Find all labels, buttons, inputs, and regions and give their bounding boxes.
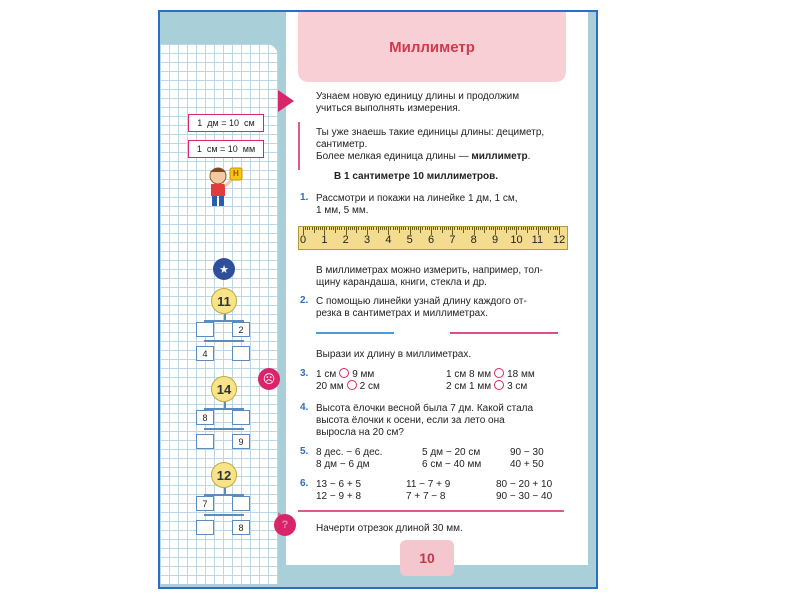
ruler-minor-tick bbox=[454, 227, 455, 230]
task-5-col3-b: 40 + 50 bbox=[510, 459, 544, 470]
ruler-minor-tick bbox=[533, 227, 534, 230]
note-line-1: В миллиметрах можно измерить, например, тол- bbox=[316, 265, 543, 276]
ruler-minor-tick bbox=[504, 227, 505, 230]
ruler-minor-tick bbox=[309, 227, 310, 230]
compare-4-right: 3 см bbox=[507, 381, 528, 392]
diagram-box[interactable] bbox=[196, 322, 214, 337]
ruler-label: 2 bbox=[342, 234, 349, 246]
ruler-minor-tick bbox=[486, 227, 487, 230]
ruler-minor-tick bbox=[518, 227, 519, 230]
note-line-2: щину карандаша, книги, стекла и др. bbox=[316, 277, 487, 288]
ruler-label: 0 bbox=[300, 234, 307, 246]
task-6-col3-a: 80 − 20 + 10 bbox=[496, 479, 553, 490]
ruler-minor-tick bbox=[365, 227, 366, 230]
ruler-minor-tick bbox=[401, 227, 402, 230]
diagram-connector bbox=[204, 428, 244, 430]
ruler-label: 7 bbox=[449, 234, 456, 246]
ruler-minor-tick bbox=[508, 227, 509, 230]
ruler-minor-tick bbox=[333, 227, 334, 230]
task-6-col2-b: 7 + 7 − 8 bbox=[406, 491, 446, 502]
ruler-minor-tick bbox=[555, 227, 556, 230]
ruler-minor-tick bbox=[444, 227, 445, 230]
ruler-minor-tick bbox=[529, 227, 530, 230]
compare-1-circle[interactable] bbox=[339, 368, 349, 378]
task-6-number: 6. bbox=[300, 478, 309, 489]
ruler-minor-tick bbox=[314, 227, 315, 233]
ruler-label: 3 bbox=[364, 234, 371, 246]
ruler-label: 10 bbox=[510, 234, 523, 246]
question-icon-label: ? bbox=[281, 519, 289, 531]
ruler-minor-tick bbox=[335, 227, 336, 233]
ruler-minor-tick bbox=[318, 227, 319, 230]
ruler-minor-tick bbox=[514, 227, 515, 230]
ruler-minor-tick bbox=[476, 227, 477, 230]
ruler-minor-tick bbox=[435, 227, 436, 230]
diagram-box[interactable] bbox=[232, 410, 250, 425]
ruler-minor-tick bbox=[523, 227, 524, 230]
ruler-minor-tick bbox=[329, 227, 330, 230]
compare-1-left: 1 см bbox=[316, 369, 337, 380]
ruler-minor-tick bbox=[478, 227, 479, 230]
ruler-minor-tick bbox=[489, 227, 490, 230]
task-5-col3-a: 90 − 30 bbox=[510, 447, 544, 458]
task-6-col1-b: 12 − 9 + 8 bbox=[316, 491, 362, 502]
ruler-label: 8 bbox=[470, 234, 477, 246]
diagram-box[interactable]: 2 bbox=[232, 322, 250, 337]
compare-item-4 bbox=[446, 380, 527, 393]
compare-3-circle[interactable] bbox=[494, 368, 504, 378]
ruler-minor-tick bbox=[414, 227, 415, 230]
ruler-minor-tick bbox=[425, 227, 426, 230]
ruler-minor-tick bbox=[501, 227, 502, 230]
ruler-minor-tick bbox=[322, 227, 323, 230]
ruler-minor-tick bbox=[557, 227, 558, 230]
ruler-minor-tick bbox=[358, 227, 359, 230]
ruler-minor-tick bbox=[384, 227, 385, 230]
ruler-minor-tick bbox=[376, 227, 377, 230]
ruler-minor-tick bbox=[307, 227, 308, 230]
ruler-minor-tick bbox=[531, 227, 532, 230]
task-3-number: 3. bbox=[300, 368, 309, 379]
ruler-minor-tick bbox=[416, 227, 417, 230]
ruler-minor-tick bbox=[337, 227, 338, 230]
diagram-box[interactable] bbox=[196, 434, 214, 449]
ruler-label: 9 bbox=[492, 234, 499, 246]
star-icon: ★ bbox=[213, 258, 235, 280]
ruler-minor-tick bbox=[420, 227, 421, 233]
diagram-connector bbox=[204, 340, 244, 342]
diagram-box[interactable]: 8 bbox=[196, 410, 214, 425]
ruler-minor-tick bbox=[397, 227, 398, 230]
task-5-number: 5. bbox=[300, 446, 309, 457]
ruler-minor-tick bbox=[422, 227, 423, 230]
ruler-minor-tick bbox=[378, 227, 379, 233]
ruler-minor-tick bbox=[446, 227, 447, 230]
known-line-3-prefix: Более мелкая единица длины — bbox=[316, 151, 472, 162]
ruler-minor-tick bbox=[521, 227, 522, 230]
compare-3-left: 1 см 8 мм bbox=[446, 369, 492, 380]
ruler-minor-tick bbox=[546, 227, 547, 230]
ruler-minor-tick bbox=[548, 227, 549, 233]
task-5-col2-a: 5 дм − 20 см bbox=[422, 447, 481, 458]
task-1-line-2: 1 мм, 5 мм. bbox=[316, 205, 369, 216]
ruler-minor-tick bbox=[399, 227, 400, 233]
task-6-col1-a: 13 − 6 + 5 bbox=[316, 479, 362, 490]
diagram-total: 12 bbox=[211, 462, 237, 488]
task-5-col1-b: 8 дм − 6 дм bbox=[316, 459, 370, 470]
task-5-col2-b: 6 см − 40 мм bbox=[422, 459, 482, 470]
compare-3-right: 18 мм bbox=[507, 369, 535, 380]
compare-2-circle[interactable] bbox=[347, 380, 357, 390]
ruler-label: 4 bbox=[385, 234, 392, 246]
diagram-box[interactable]: 8 bbox=[232, 520, 250, 535]
diagram-box[interactable]: 4 bbox=[196, 346, 214, 361]
compare-item-2 bbox=[316, 380, 380, 393]
ruler-minor-tick bbox=[512, 227, 513, 230]
known-term: миллиметр bbox=[471, 151, 528, 162]
diagram-total: 11 bbox=[211, 288, 237, 314]
task-5-col1-a: 8 дес. − 6 дес. bbox=[316, 447, 383, 458]
diagram-box[interactable] bbox=[232, 346, 250, 361]
ruler-minor-tick bbox=[344, 227, 345, 230]
ruler-minor-tick bbox=[380, 227, 381, 230]
task-6-col3-b: 90 − 30 − 40 bbox=[496, 491, 553, 502]
ruler-minor-tick bbox=[320, 227, 321, 230]
compare-2-right: 2 см bbox=[359, 381, 380, 392]
ruler-minor-tick bbox=[461, 227, 462, 230]
ruler-minor-tick bbox=[348, 227, 349, 230]
ruler-minor-tick bbox=[393, 227, 394, 230]
ruler-minor-tick bbox=[339, 227, 340, 230]
title-banner bbox=[298, 12, 566, 82]
ruler-minor-tick bbox=[341, 227, 342, 230]
intro-line-1: Узнаем новую единицу длины и продолжим bbox=[316, 91, 520, 102]
ruler-minor-tick bbox=[361, 227, 362, 230]
segment-pink bbox=[450, 332, 558, 334]
ruler-minor-tick bbox=[542, 227, 543, 230]
ruler-minor-tick bbox=[499, 227, 500, 230]
task-6-col2-a: 11 − 7 + 9 bbox=[406, 479, 451, 490]
ruler-minor-tick bbox=[450, 227, 451, 230]
ruler-minor-tick bbox=[395, 227, 396, 230]
fact-cm-mm: 1 см = 10 мм bbox=[188, 140, 264, 158]
ruler-label: 1 bbox=[321, 234, 328, 246]
compare-4-left: 2 см 1 мм bbox=[446, 381, 492, 392]
bonus-pointer-icon bbox=[278, 512, 294, 534]
ruler-minor-tick bbox=[429, 227, 430, 230]
ruler-minor-tick bbox=[405, 227, 406, 230]
ruler-minor-tick bbox=[463, 227, 464, 233]
known-line-2: сантиметр. bbox=[316, 139, 368, 150]
ruler-minor-tick bbox=[312, 227, 313, 230]
rule-text: В 1 сантиметре 10 миллиметров. bbox=[334, 171, 499, 182]
task-2-number: 2. bbox=[300, 295, 309, 306]
ruler-label: 6 bbox=[428, 234, 435, 246]
textbook-page bbox=[158, 10, 598, 589]
ruler-minor-tick bbox=[356, 227, 357, 233]
fact-dm-cm: 1 дм = 10 см bbox=[188, 114, 264, 132]
segment-blue bbox=[316, 332, 394, 334]
ruler-minor-tick bbox=[465, 227, 466, 230]
hint-letter: Н bbox=[233, 169, 239, 178]
ruler-minor-tick bbox=[373, 227, 374, 230]
task-4-number: 4. bbox=[300, 402, 309, 413]
ruler-label: 11 bbox=[531, 234, 544, 246]
ruler-minor-tick bbox=[326, 227, 327, 230]
ruler-minor-tick bbox=[469, 227, 470, 230]
intro-line-2: учиться выполнять измерения. bbox=[316, 103, 461, 114]
task-2-line-1: С помощью линейки узнай длину каждого от- bbox=[316, 296, 527, 307]
ruler-minor-tick bbox=[457, 227, 458, 230]
ruler bbox=[298, 226, 568, 250]
ruler-minor-tick bbox=[382, 227, 383, 230]
ruler-minor-tick bbox=[437, 227, 438, 230]
ruler-minor-tick bbox=[354, 227, 355, 230]
ruler-minor-tick bbox=[371, 227, 372, 230]
ruler-minor-tick bbox=[418, 227, 419, 230]
face-icon: ☹ bbox=[258, 368, 280, 390]
task-4-line-2: высота ёлочки к осени, если за лето она bbox=[316, 415, 505, 426]
ruler-minor-tick bbox=[412, 227, 413, 230]
task-1-line-1: Рассмотри и покажи на линейке 1 дм, 1 см, bbox=[316, 193, 518, 204]
ruler-minor-tick bbox=[363, 227, 364, 230]
compare-4-circle[interactable] bbox=[494, 380, 504, 390]
ruler-minor-tick bbox=[448, 227, 449, 230]
diagram-box[interactable] bbox=[232, 496, 250, 511]
ruler-minor-tick bbox=[403, 227, 404, 230]
ruler-minor-tick bbox=[316, 227, 317, 230]
ruler-label: 12 bbox=[553, 234, 566, 246]
task-1-number: 1. bbox=[300, 192, 309, 203]
compare-1-right: 9 мм bbox=[352, 369, 375, 380]
diagram-total: 14 bbox=[211, 376, 237, 402]
task-4-line-1: Высота ёлочки весной была 7 дм. Какой стала bbox=[316, 403, 534, 414]
diagram-box[interactable] bbox=[196, 520, 214, 535]
bonus-divider bbox=[298, 510, 564, 512]
ruler-minor-tick bbox=[536, 227, 537, 230]
ruler-minor-tick bbox=[433, 227, 434, 230]
ruler-minor-tick bbox=[369, 227, 370, 230]
ruler-minor-tick bbox=[408, 227, 409, 230]
ruler-minor-tick bbox=[484, 227, 485, 233]
ruler-minor-tick bbox=[493, 227, 494, 230]
ruler-minor-tick bbox=[350, 227, 351, 230]
ruler-minor-tick bbox=[305, 227, 306, 230]
known-line-3-suffix: . bbox=[527, 151, 531, 162]
pointer-arrow-icon bbox=[278, 90, 294, 112]
known-line-1: Ты уже знаешь такие единицы длины: дециметр, bbox=[316, 127, 545, 138]
ruler-minor-tick bbox=[442, 227, 443, 233]
ruler-minor-tick bbox=[506, 227, 507, 233]
ruler-minor-tick bbox=[331, 227, 332, 230]
ruler-label: 5 bbox=[406, 234, 413, 246]
page-number: 10 bbox=[400, 540, 454, 576]
ruler-minor-tick bbox=[467, 227, 468, 230]
ruler-minor-tick bbox=[527, 227, 528, 233]
page-title: Миллиметр bbox=[389, 38, 475, 56]
known-line-3 bbox=[316, 150, 530, 163]
ruler-minor-tick bbox=[440, 227, 441, 230]
diagram-box[interactable]: 9 bbox=[232, 434, 250, 449]
ruler-minor-tick bbox=[480, 227, 481, 230]
ruler-minor-tick bbox=[510, 227, 511, 230]
ruler-minor-tick bbox=[390, 227, 391, 230]
diagram-box[interactable]: 7 bbox=[196, 496, 214, 511]
ruler-minor-tick bbox=[459, 227, 460, 230]
task-2-line-2: резка в сантиметрах и миллиметрах. bbox=[316, 308, 489, 319]
compare-2-left: 20 мм bbox=[316, 381, 344, 392]
ruler-minor-tick bbox=[544, 227, 545, 230]
ruler-minor-tick bbox=[482, 227, 483, 230]
ruler-minor-tick bbox=[491, 227, 492, 230]
ruler-minor-tick bbox=[497, 227, 498, 230]
ruler-minor-tick bbox=[386, 227, 387, 230]
task-4-line-3: выросла на 20 см? bbox=[316, 427, 404, 438]
ruler-minor-tick bbox=[540, 227, 541, 230]
student-figure-icon bbox=[200, 162, 250, 212]
task-2-line-3: Вырази их длину в миллиметрах. bbox=[316, 349, 472, 360]
ruler-minor-tick bbox=[525, 227, 526, 230]
ruler-minor-tick bbox=[550, 227, 551, 230]
highlight-bar bbox=[298, 122, 300, 170]
ruler-minor-tick bbox=[427, 227, 428, 230]
ruler-minor-tick bbox=[472, 227, 473, 230]
diagram-connector bbox=[204, 514, 244, 516]
bonus-text: Начерти отрезок длиной 30 мм. bbox=[316, 523, 463, 534]
ruler-minor-tick bbox=[352, 227, 353, 230]
ruler-minor-tick bbox=[553, 227, 554, 230]
